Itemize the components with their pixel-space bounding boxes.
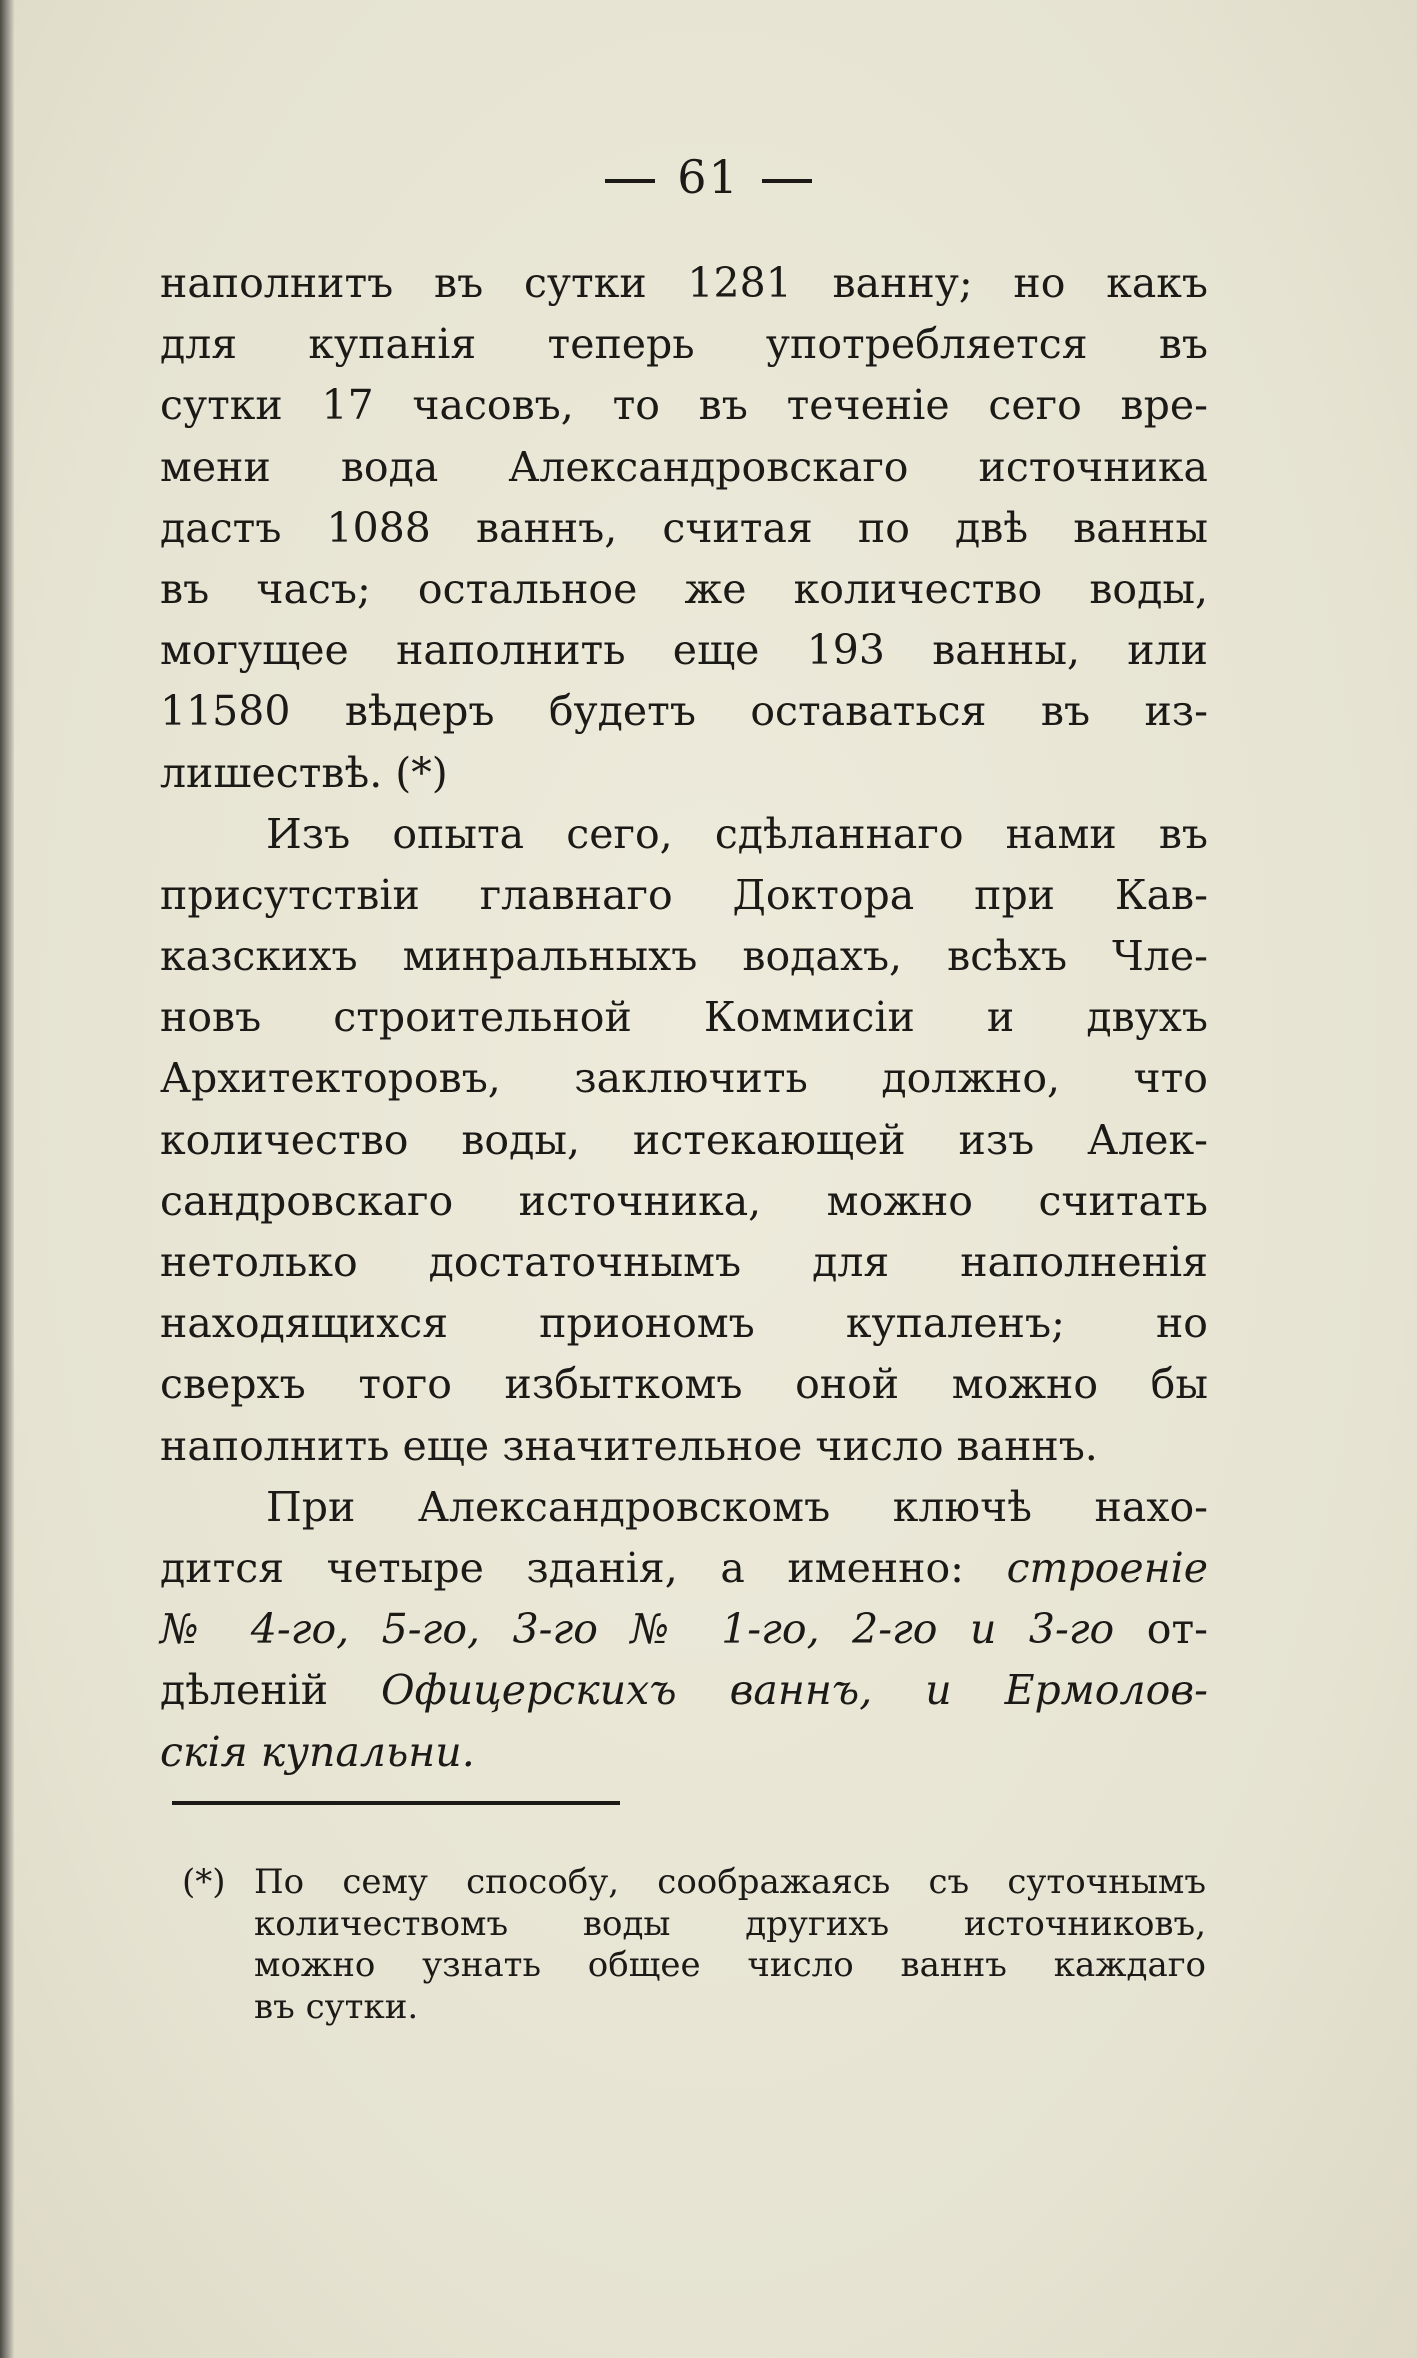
header-dash-left: [605, 179, 655, 183]
footnote-separator: [172, 1801, 620, 1805]
footnote-line: По сему способу, соображаясь съ суточнымъ: [254, 1862, 1206, 1902]
footnote-text: [254, 1862, 1206, 2028]
text-line: могущее наполнить еще 193 ванны, или: [160, 626, 1208, 675]
text-line: наполнитъ въ сутки 1281 ванну; но какъ: [160, 259, 1208, 307]
page-header: [0, 150, 1417, 204]
paragraph-start-line: При Александровскомъ ключѣ нахо-: [266, 1482, 1208, 1531]
text-line: Архитекторовъ, заключить должно, что: [160, 1054, 1208, 1103]
text-line: сандровскаго источника, можно считать: [160, 1176, 1208, 1225]
paragraph-start-line: Изъ опыта сего, сдѣланнаго нами въ: [266, 809, 1208, 858]
text-line-mixed: [160, 1599, 1208, 1660]
text-line-segment: дѣленій: [160, 1666, 329, 1715]
text-line: дастъ 1088 ваннъ, считая по двѣ ванны: [160, 503, 1208, 552]
text-line: нетолько достаточнымъ для наполненія: [160, 1238, 1208, 1286]
italic-segment: № 4-го, 5-го, 3-го № 1-го, 2-го и 3-го: [160, 1605, 1115, 1654]
page-number: 61: [677, 150, 740, 204]
text-line: новъ строительной Коммисіи и двухъ: [160, 993, 1208, 1042]
text-line: казскихъ минральныхъ водахъ, всѣхъ Чле-: [160, 932, 1208, 981]
italic-segment: строеніе: [1006, 1543, 1208, 1592]
main-text: [160, 253, 1208, 1783]
text-line: въ часъ; остальное же количество воды,: [160, 564, 1208, 613]
footnote-line: количествомъ воды другихъ источниковъ,: [254, 1903, 1206, 1944]
text-line: мени вода Александровскаго источника: [160, 442, 1208, 491]
text-line: сверхъ того избыткомъ оной можно бы: [160, 1360, 1208, 1409]
text-line: наполнить еще значительное число ваннъ.: [160, 1421, 1098, 1470]
text-line: скія купальни.: [160, 1727, 475, 1776]
text-line: для купанія теперь употребляется въ: [160, 320, 1208, 369]
page-binding-edge: [0, 0, 14, 2358]
text-line-mixed: [160, 1660, 1208, 1721]
text-line: количество воды, истекающей изъ Алек-: [160, 1115, 1208, 1164]
italic-segment: Офицерскихъ ваннъ, и Ермолов-: [381, 1666, 1208, 1715]
text-line-segment: от-: [1146, 1605, 1208, 1654]
footnote-line: можно узнать общее число ваннъ каждаго: [254, 1945, 1206, 1985]
footnote-line: въ сутки.: [254, 1986, 419, 2027]
text-line-mixed: [160, 1538, 1208, 1599]
text-line: 11580 вѣдеръ будетъ оставаться въ из-: [160, 687, 1208, 736]
text-line: находящихся приономъ купаленъ; но: [160, 1299, 1208, 1348]
text-line: присутствіи главнаго Доктора при Кав-: [160, 870, 1208, 919]
text-line-segment: дится четыре зданія, а именно:: [160, 1543, 964, 1592]
text-line: сутки 17 часовъ, то въ теченіе сего вре-: [160, 381, 1208, 430]
header-dash-right: [762, 179, 812, 183]
text-line: лишествѣ. (*): [160, 748, 448, 797]
footnote-mark: (*): [182, 1862, 226, 1902]
